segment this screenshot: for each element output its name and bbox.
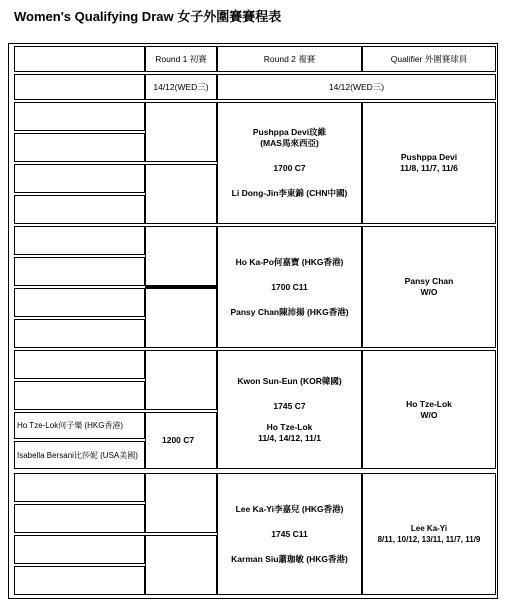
round1-cell [145, 164, 217, 224]
player-slot [14, 504, 145, 533]
player-slot [14, 164, 145, 193]
match-score: 11/4, 14/12, 11/1 [258, 432, 321, 443]
page-title: Women's Qualifying Draw 女子外圍賽賽程表 [14, 9, 282, 24]
round1-cell [145, 350, 217, 410]
player-slot [14, 535, 145, 564]
qualifier-score: 8/11, 10/12, 13/11, 11/7, 11/9 [377, 535, 481, 544]
player-slot [14, 195, 145, 224]
qualifier-cell [362, 102, 496, 224]
match-player1: Kwon Sun-Eun (KOR韓國) [237, 375, 342, 386]
player-slot [14, 133, 145, 162]
match-player2: Pansy Chan陳沛揚 (HKG香港) [230, 306, 349, 317]
match-player1-country: (MAS馬來西亞) [260, 138, 319, 148]
match-time: 1745 C11 [271, 528, 308, 539]
player-slot [14, 412, 145, 439]
qualifier-score: 11/8, 11/7, 11/6 [400, 163, 458, 173]
match-time: 1700 C7 [273, 163, 306, 173]
player-name: Ho Tze-Lok何子樂 (HKG香港) [17, 421, 124, 430]
bracket-line [145, 286, 217, 288]
date-round1: 14/12(WED三) [145, 74, 217, 100]
match-player2: Karman Siu蕭珈敏 (HKG香港) [231, 553, 348, 564]
round2-match [217, 350, 362, 469]
qualifier-name: Pushppa Devi [400, 152, 458, 162]
header-blank-cell [14, 46, 145, 72]
qualifier-cell [362, 473, 496, 595]
player-slot [14, 257, 145, 286]
qualifier-name: Pansy Chan [404, 276, 454, 286]
round1-match-time: 1200 C7 [162, 435, 195, 445]
match-player2: Ho Tze-Lok [266, 421, 313, 432]
qualifier-cell [362, 226, 496, 348]
round2-match [217, 102, 362, 224]
round2-match [217, 226, 362, 348]
player-slot [14, 288, 145, 317]
match-player1: Pushppa Devi玟維 [252, 127, 327, 137]
qualifier-cell [362, 350, 496, 469]
round1-cell [145, 473, 217, 533]
qualifier-name: Lee Ka-Yi [410, 524, 448, 533]
match-player1: Ho Ka-Po何嘉寶 (HKG香港) [235, 256, 344, 267]
header-round1: Round 1 初賽 [145, 46, 217, 72]
player-name: Isabella Bersani比莎妮 (USA美國) [17, 451, 138, 460]
player-slot [14, 566, 145, 595]
round1-cell [145, 102, 217, 162]
header-qualifier: Qualifier 外圍賽球員 [362, 46, 496, 72]
date-round2: 14/12(WED三) [217, 74, 496, 100]
player-slot [14, 226, 145, 255]
qualifier-score: W/O [420, 287, 438, 297]
round1-cell [145, 226, 217, 286]
player-slot [14, 441, 145, 469]
match-time: 1700 C11 [271, 281, 308, 292]
player-slot [14, 319, 145, 348]
qualifier-score: W/O [420, 409, 438, 420]
player-slot [14, 473, 145, 502]
qualifier-name: Ho Tze-Lok [406, 398, 452, 409]
player-slot [14, 102, 145, 131]
header-round2: Round 2 複賽 [217, 46, 362, 72]
player-slot [14, 381, 145, 410]
match-player1: Lee Ka-Yi李嘉兒 (HKG香港) [235, 503, 344, 514]
round1-match-cell [145, 412, 217, 469]
round1-cell [145, 288, 217, 348]
round2-match [217, 473, 362, 595]
round1-cell [145, 535, 217, 595]
date-blank-cell [14, 74, 145, 100]
match-time: 1745 C7 [273, 400, 306, 411]
match-player2: Li Dong-Jin李東錦 (CHN中國) [231, 188, 348, 198]
player-slot [14, 350, 145, 379]
